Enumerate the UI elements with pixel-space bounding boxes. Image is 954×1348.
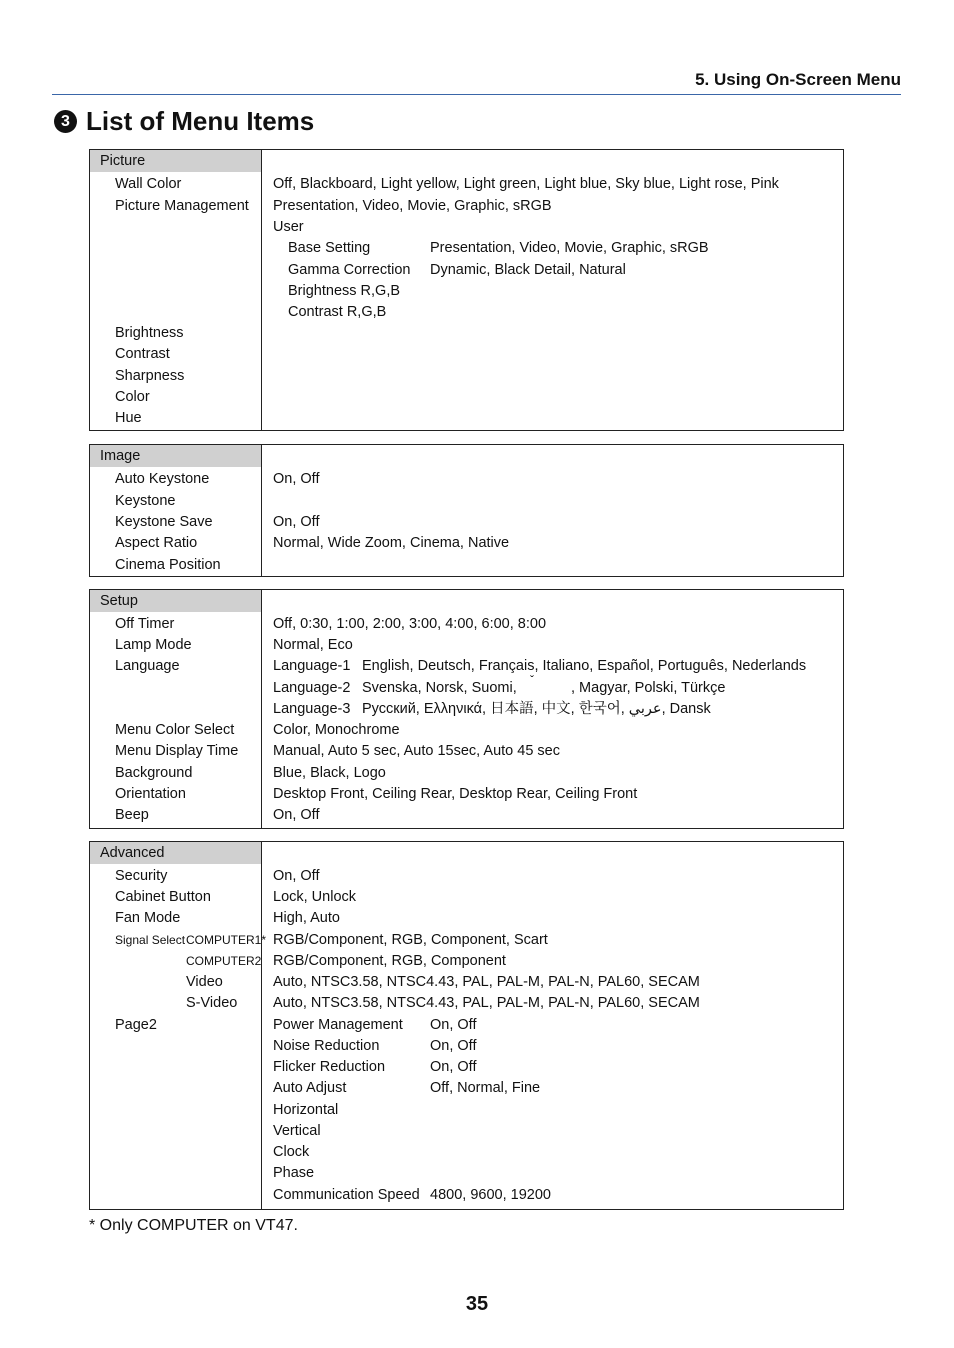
advanced-header: Advanced	[90, 842, 261, 864]
video-item: Video	[186, 974, 223, 990]
keystone-item: Keystone	[115, 493, 176, 509]
auto-adjust-options: Off, Normal, Fine	[430, 1080, 541, 1096]
computer1-item: COMPUTER1*	[186, 933, 267, 947]
menu-display-time-options: Manual, Auto 5 sec, Auto 15sec, Auto 45 sec	[273, 743, 560, 759]
header-rule	[52, 94, 901, 95]
lamp-mode-options: Normal, Eco	[273, 637, 353, 653]
color-item: Color	[115, 389, 150, 405]
signal-select-item: Signal Select	[115, 933, 186, 947]
noise-reduction-options: On, Off	[430, 1038, 477, 1054]
lamp-mode-item: Lamp Mode	[115, 637, 192, 653]
computer2-item: COMPUTER2	[186, 954, 262, 968]
language-2-label: Language-2	[273, 680, 351, 696]
gamma-correction-options: Dynamic, Black Detail, Natural	[430, 262, 626, 278]
brightness-rgb-item: Brightness R,G,B	[288, 283, 401, 299]
security-options: On, Off	[273, 868, 320, 884]
page-title-text: List of Menu Items	[86, 106, 315, 136]
cabinet-button-item: Cabinet Button	[115, 889, 211, 905]
caron-glyph: ˇ	[530, 673, 534, 687]
picture-management-item: Picture Management	[115, 198, 249, 214]
picture-table	[89, 149, 844, 431]
beep-item: Beep	[115, 807, 149, 823]
contrast-item: Contrast	[115, 346, 170, 362]
language-2-options-a: Svenska, Norsk, Suomi,	[362, 680, 517, 696]
setup-header: Setup	[90, 590, 261, 612]
beep-options: On, Off	[273, 807, 320, 823]
user-item: User	[273, 219, 304, 235]
clock-item: Clock	[273, 1144, 310, 1160]
aspect-ratio-options: Normal, Wide Zoom, Cinema, Native	[273, 535, 510, 551]
contrast-rgb-item: Contrast R,G,B	[288, 304, 387, 320]
s-video-item: S-Video	[186, 995, 238, 1011]
wall-color-item: Wall Color	[115, 176, 182, 192]
section-number-badge: 3	[54, 110, 77, 133]
aspect-ratio-item: Aspect Ratio	[115, 535, 198, 551]
fan-mode-item: Fan Mode	[115, 910, 181, 926]
menu-color-select-item: Menu Color Select	[115, 722, 235, 738]
background-options: Blue, Black, Logo	[273, 765, 386, 781]
language-3-label: Language-3	[273, 701, 351, 717]
image-header: Image	[90, 445, 261, 467]
image-table	[89, 444, 844, 577]
auto-adjust-item: Auto Adjust	[273, 1080, 347, 1096]
footnote: * Only COMPUTER on VT47.	[89, 1217, 298, 1234]
setup-table	[89, 589, 844, 829]
fan-mode-options: High, Auto	[273, 910, 340, 926]
background-item: Background	[115, 765, 193, 781]
picture-management-options: Presentation, Video, Movie, Graphic, sRGB	[273, 198, 552, 214]
video-options: Auto, NTSC3.58, NTSC4.43, PAL, PAL-M, PAL-N, PAL60, SECAM	[273, 974, 700, 990]
vertical-item: Vertical	[273, 1123, 321, 1139]
picture-header: Picture	[90, 150, 261, 172]
flicker-reduction-item: Flicker Reduction	[273, 1059, 386, 1075]
orientation-item: Orientation	[115, 786, 186, 802]
page2-item: Page2	[115, 1017, 157, 1033]
page-number: 35	[465, 1293, 489, 1315]
computer2-options: RGB/Component, RGB, Component	[273, 953, 506, 969]
menu-display-time-item: Menu Display Time	[115, 743, 239, 759]
language-item: Language	[115, 658, 180, 674]
base-setting-options: Presentation, Video, Movie, Graphic, sRGB	[430, 240, 709, 256]
brightness-item: Brightness	[115, 325, 184, 341]
language-1-options: English, Deutsch, Français, Italiano, Español, Português, Nederlands	[362, 658, 807, 674]
gamma-correction-item: Gamma Correction	[288, 262, 411, 278]
language-1-label: Language-1	[273, 658, 351, 674]
orientation-options: Desktop Front, Ceiling Rear, Desktop Rear, Ceiling Front	[273, 786, 638, 802]
sharpness-item: Sharpness	[115, 368, 185, 384]
page-title	[54, 106, 314, 137]
cinema-position-item: Cinema Position	[115, 557, 221, 573]
noise-reduction-item: Noise Reduction	[273, 1038, 380, 1054]
keystone-save-item: Keystone Save	[115, 514, 213, 530]
language-3-options: Русский, Ελληνικά, 日本語, 中文, 한국어, عربي, Dansk	[362, 701, 711, 717]
section-header: 5. Using On-Screen Menu	[695, 70, 901, 89]
power-management-item: Power Management	[273, 1017, 403, 1033]
computer1-options: RGB/Component, RGB, Component, Scart	[273, 932, 548, 948]
base-setting-item: Base Setting	[288, 240, 371, 256]
s-video-options: Auto, NTSC3.58, NTSC4.43, PAL, PAL-M, PAL-N, PAL60, SECAM	[273, 995, 700, 1011]
wall-color-options: Off, Blackboard, Light yellow, Light green, Light blue, Sky blue, Light rose, Pink	[273, 176, 779, 192]
off-timer-item: Off Timer	[115, 616, 175, 632]
menu-color-select-options: Color, Monochrome	[273, 722, 400, 738]
security-item: Security	[115, 868, 168, 884]
auto-keystone-item: Auto Keystone	[115, 471, 210, 487]
auto-keystone-options: On, Off	[273, 471, 320, 487]
communication-speed-item: Communication Speed	[273, 1187, 420, 1203]
keystone-save-options: On, Off	[273, 514, 320, 530]
cabinet-button-options: Lock, Unlock	[273, 889, 357, 905]
off-timer-options: Off, 0:30, 1:00, 2:00, 3:00, 4:00, 6:00, 8:00	[273, 616, 547, 632]
advanced-table	[89, 841, 844, 1210]
flicker-reduction-options: On, Off	[430, 1059, 477, 1075]
communication-speed-options: 4800, 9600, 19200	[430, 1187, 551, 1203]
power-management-options: On, Off	[430, 1017, 477, 1033]
hue-item: Hue	[115, 410, 142, 426]
language-2-options-b: , Magyar, Polski, Türkçe	[571, 680, 726, 696]
horizontal-item: Horizontal	[273, 1102, 339, 1118]
phase-item: Phase	[273, 1165, 315, 1181]
